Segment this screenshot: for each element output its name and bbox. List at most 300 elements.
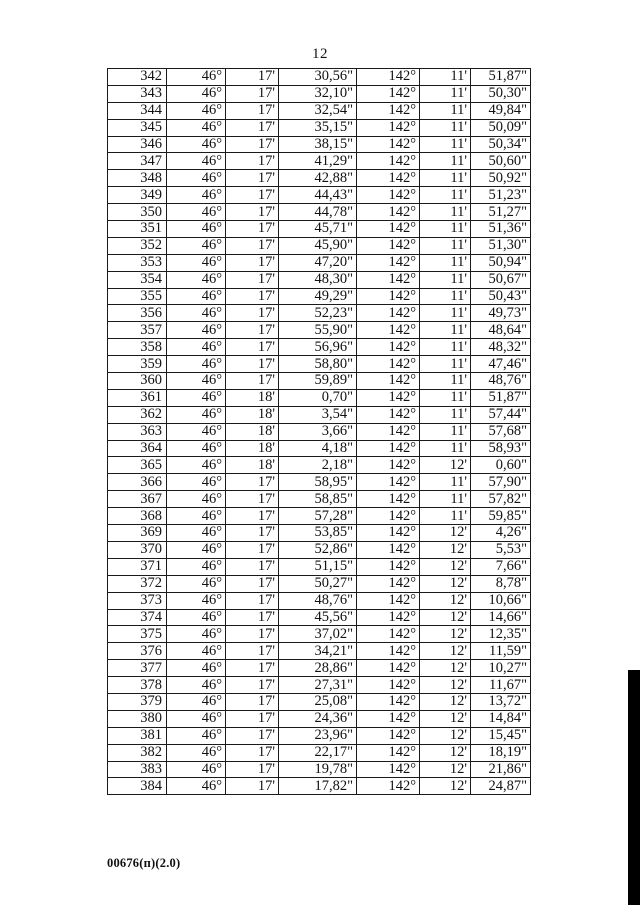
point-number-cell: 355 <box>108 288 167 305</box>
lon-minutes-cell: 11' <box>420 356 471 373</box>
lon-minutes-cell: 11' <box>420 85 471 102</box>
lat-degrees-cell: 46° <box>167 660 226 677</box>
lat-seconds-cell: 17,82" <box>279 778 357 795</box>
lat-seconds-cell: 2,18" <box>279 457 357 474</box>
point-number-cell: 350 <box>108 204 167 221</box>
table-row <box>108 558 531 575</box>
table-row <box>108 204 531 221</box>
lat-seconds-cell: 38,15" <box>279 136 357 153</box>
lon-degrees-cell: 142° <box>357 592 420 609</box>
lon-seconds-cell: 14,66" <box>471 609 531 626</box>
table-row <box>108 69 531 86</box>
point-number-cell: 367 <box>108 491 167 508</box>
point-number-cell: 359 <box>108 356 167 373</box>
lon-degrees-cell: 142° <box>357 119 420 136</box>
lon-degrees-cell: 142° <box>357 373 420 390</box>
point-number-cell: 360 <box>108 373 167 390</box>
lon-minutes-cell: 11' <box>420 153 471 170</box>
lat-degrees-cell: 46° <box>167 710 226 727</box>
lon-degrees-cell: 142° <box>357 271 420 288</box>
lat-degrees-cell: 46° <box>167 305 226 322</box>
lat-minutes-cell: 18' <box>226 440 279 457</box>
lon-seconds-cell: 51,87" <box>471 69 531 86</box>
lat-minutes-cell: 17' <box>226 575 279 592</box>
lon-degrees-cell: 142° <box>357 406 420 423</box>
lat-seconds-cell: 53,85" <box>279 525 357 542</box>
lon-minutes-cell: 11' <box>420 187 471 204</box>
lat-minutes-cell: 17' <box>226 221 279 238</box>
point-number-cell: 373 <box>108 592 167 609</box>
lon-degrees-cell: 142° <box>357 643 420 660</box>
table-row <box>108 440 531 457</box>
lat-degrees-cell: 46° <box>167 778 226 795</box>
table-row <box>108 119 531 136</box>
lon-seconds-cell: 51,87" <box>471 389 531 406</box>
lon-minutes-cell: 11' <box>420 508 471 525</box>
lon-seconds-cell: 0,60" <box>471 457 531 474</box>
point-number-cell: 369 <box>108 525 167 542</box>
lat-minutes-cell: 17' <box>226 677 279 694</box>
lat-degrees-cell: 46° <box>167 508 226 525</box>
point-number-cell: 348 <box>108 170 167 187</box>
table-row <box>108 102 531 119</box>
table-row <box>108 643 531 660</box>
lon-minutes-cell: 11' <box>420 339 471 356</box>
lon-seconds-cell: 51,27" <box>471 204 531 221</box>
lon-minutes-cell: 12' <box>420 592 471 609</box>
lon-minutes-cell: 12' <box>420 660 471 677</box>
lat-minutes-cell: 18' <box>226 406 279 423</box>
table-row <box>108 693 531 710</box>
lat-degrees-cell: 46° <box>167 626 226 643</box>
lon-degrees-cell: 142° <box>357 541 420 558</box>
lon-degrees-cell: 142° <box>357 423 420 440</box>
lon-seconds-cell: 15,45" <box>471 727 531 744</box>
lat-seconds-cell: 58,80" <box>279 356 357 373</box>
point-number-cell: 383 <box>108 761 167 778</box>
lon-degrees-cell: 142° <box>357 69 420 86</box>
lon-minutes-cell: 11' <box>420 305 471 322</box>
lon-seconds-cell: 11,67" <box>471 677 531 694</box>
table-row <box>108 727 531 744</box>
lon-degrees-cell: 142° <box>357 237 420 254</box>
lon-minutes-cell: 12' <box>420 457 471 474</box>
lat-degrees-cell: 46° <box>167 356 226 373</box>
lon-seconds-cell: 58,93" <box>471 440 531 457</box>
table-row <box>108 626 531 643</box>
point-number-cell: 343 <box>108 85 167 102</box>
lon-minutes-cell: 11' <box>420 288 471 305</box>
point-number-cell: 365 <box>108 457 167 474</box>
lon-minutes-cell: 12' <box>420 710 471 727</box>
point-number-cell: 375 <box>108 626 167 643</box>
lat-degrees-cell: 46° <box>167 558 226 575</box>
point-number-cell: 352 <box>108 237 167 254</box>
point-number-cell: 351 <box>108 221 167 238</box>
lat-minutes-cell: 17' <box>226 187 279 204</box>
lon-seconds-cell: 51,36" <box>471 221 531 238</box>
point-number-cell: 363 <box>108 423 167 440</box>
lat-degrees-cell: 46° <box>167 440 226 457</box>
lon-seconds-cell: 48,64" <box>471 322 531 339</box>
lat-minutes-cell: 17' <box>226 643 279 660</box>
lon-degrees-cell: 142° <box>357 575 420 592</box>
lat-seconds-cell: 28,86" <box>279 660 357 677</box>
table-row <box>108 525 531 542</box>
lon-degrees-cell: 142° <box>357 626 420 643</box>
lon-degrees-cell: 142° <box>357 136 420 153</box>
lon-minutes-cell: 11' <box>420 271 471 288</box>
table-row <box>108 373 531 390</box>
lon-seconds-cell: 50,94" <box>471 254 531 271</box>
lat-seconds-cell: 25,08" <box>279 693 357 710</box>
lat-seconds-cell: 55,90" <box>279 322 357 339</box>
lat-minutes-cell: 17' <box>226 710 279 727</box>
table-row <box>108 389 531 406</box>
lon-degrees-cell: 142° <box>357 221 420 238</box>
lat-seconds-cell: 34,21" <box>279 643 357 660</box>
lon-seconds-cell: 57,44" <box>471 406 531 423</box>
table-row <box>108 356 531 373</box>
lat-minutes-cell: 18' <box>226 423 279 440</box>
lon-seconds-cell: 47,46" <box>471 356 531 373</box>
point-number-cell: 364 <box>108 440 167 457</box>
lon-seconds-cell: 5,53" <box>471 541 531 558</box>
point-number-cell: 344 <box>108 102 167 119</box>
table-row <box>108 221 531 238</box>
lat-seconds-cell: 44,43" <box>279 187 357 204</box>
lat-degrees-cell: 46° <box>167 423 226 440</box>
table-row <box>108 288 531 305</box>
lat-minutes-cell: 17' <box>226 525 279 542</box>
point-number-cell: 374 <box>108 609 167 626</box>
lon-degrees-cell: 142° <box>357 322 420 339</box>
lon-minutes-cell: 12' <box>420 525 471 542</box>
lon-seconds-cell: 50,60" <box>471 153 531 170</box>
lon-degrees-cell: 142° <box>357 508 420 525</box>
lat-seconds-cell: 41,29" <box>279 153 357 170</box>
table-row <box>108 305 531 322</box>
lat-seconds-cell: 48,76" <box>279 592 357 609</box>
lon-minutes-cell: 12' <box>420 693 471 710</box>
lon-minutes-cell: 11' <box>420 69 471 86</box>
lat-degrees-cell: 46° <box>167 288 226 305</box>
lon-degrees-cell: 142° <box>357 761 420 778</box>
lat-degrees-cell: 46° <box>167 102 226 119</box>
lat-seconds-cell: 45,90" <box>279 237 357 254</box>
lon-minutes-cell: 12' <box>420 609 471 626</box>
lon-seconds-cell: 12,35" <box>471 626 531 643</box>
lat-seconds-cell: 57,28" <box>279 508 357 525</box>
lon-seconds-cell: 48,32" <box>471 339 531 356</box>
lat-seconds-cell: 3,54" <box>279 406 357 423</box>
lat-seconds-cell: 59,89" <box>279 373 357 390</box>
lat-minutes-cell: 17' <box>226 761 279 778</box>
table-row <box>108 541 531 558</box>
lat-minutes-cell: 17' <box>226 339 279 356</box>
lon-degrees-cell: 142° <box>357 558 420 575</box>
lat-degrees-cell: 46° <box>167 727 226 744</box>
lat-degrees-cell: 46° <box>167 373 226 390</box>
lon-minutes-cell: 11' <box>420 491 471 508</box>
lat-minutes-cell: 17' <box>226 102 279 119</box>
lon-minutes-cell: 11' <box>420 423 471 440</box>
point-number-cell: 379 <box>108 693 167 710</box>
lon-minutes-cell: 12' <box>420 761 471 778</box>
lat-degrees-cell: 46° <box>167 136 226 153</box>
point-number-cell: 354 <box>108 271 167 288</box>
table-row <box>108 660 531 677</box>
lat-degrees-cell: 46° <box>167 643 226 660</box>
lon-minutes-cell: 11' <box>420 373 471 390</box>
lat-seconds-cell: 24,36" <box>279 710 357 727</box>
lat-seconds-cell: 52,23" <box>279 305 357 322</box>
lat-minutes-cell: 17' <box>226 541 279 558</box>
table-row <box>108 271 531 288</box>
lat-minutes-cell: 17' <box>226 271 279 288</box>
table-row <box>108 761 531 778</box>
point-number-cell: 353 <box>108 254 167 271</box>
lon-minutes-cell: 11' <box>420 237 471 254</box>
lon-degrees-cell: 142° <box>357 187 420 204</box>
lat-degrees-cell: 46° <box>167 575 226 592</box>
lon-degrees-cell: 142° <box>357 389 420 406</box>
lon-minutes-cell: 11' <box>420 204 471 221</box>
lat-minutes-cell: 17' <box>226 660 279 677</box>
lon-minutes-cell: 11' <box>420 221 471 238</box>
lat-seconds-cell: 32,54" <box>279 102 357 119</box>
point-number-cell: 372 <box>108 575 167 592</box>
lat-degrees-cell: 46° <box>167 187 226 204</box>
point-number-cell: 368 <box>108 508 167 525</box>
lon-minutes-cell: 12' <box>420 727 471 744</box>
lat-seconds-cell: 58,95" <box>279 474 357 491</box>
lon-degrees-cell: 142° <box>357 170 420 187</box>
lat-seconds-cell: 22,17" <box>279 744 357 761</box>
lon-seconds-cell: 10,27" <box>471 660 531 677</box>
point-number-cell: 362 <box>108 406 167 423</box>
lat-seconds-cell: 0,70" <box>279 389 357 406</box>
lon-minutes-cell: 11' <box>420 136 471 153</box>
lat-degrees-cell: 46° <box>167 389 226 406</box>
point-number-cell: 356 <box>108 305 167 322</box>
lon-seconds-cell: 50,67" <box>471 271 531 288</box>
lat-degrees-cell: 46° <box>167 221 226 238</box>
lon-degrees-cell: 142° <box>357 744 420 761</box>
lat-degrees-cell: 46° <box>167 85 226 102</box>
lat-seconds-cell: 27,31" <box>279 677 357 694</box>
lat-seconds-cell: 45,56" <box>279 609 357 626</box>
lat-minutes-cell: 17' <box>226 85 279 102</box>
lat-degrees-cell: 46° <box>167 693 226 710</box>
lat-minutes-cell: 17' <box>226 254 279 271</box>
lat-minutes-cell: 17' <box>226 170 279 187</box>
lon-minutes-cell: 12' <box>420 778 471 795</box>
point-number-cell: 342 <box>108 69 167 86</box>
lat-seconds-cell: 44,78" <box>279 204 357 221</box>
lon-degrees-cell: 142° <box>357 778 420 795</box>
table-row <box>108 474 531 491</box>
lat-seconds-cell: 3,66" <box>279 423 357 440</box>
lat-degrees-cell: 46° <box>167 474 226 491</box>
lat-minutes-cell: 18' <box>226 389 279 406</box>
table-row <box>108 423 531 440</box>
coordinates-table <box>107 68 531 795</box>
lat-seconds-cell: 52,86" <box>279 541 357 558</box>
table-row <box>108 609 531 626</box>
lat-degrees-cell: 46° <box>167 609 226 626</box>
coordinates-table-body <box>108 69 531 795</box>
lon-degrees-cell: 142° <box>357 609 420 626</box>
lon-minutes-cell: 12' <box>420 744 471 761</box>
table-row <box>108 153 531 170</box>
lon-minutes-cell: 12' <box>420 643 471 660</box>
table-row <box>108 170 531 187</box>
lon-seconds-cell: 50,30" <box>471 85 531 102</box>
point-number-cell: 382 <box>108 744 167 761</box>
lat-seconds-cell: 4,18" <box>279 440 357 457</box>
point-number-cell: 371 <box>108 558 167 575</box>
lat-seconds-cell: 45,71" <box>279 221 357 238</box>
lat-minutes-cell: 17' <box>226 558 279 575</box>
lon-seconds-cell: 51,30" <box>471 237 531 254</box>
point-number-cell: 376 <box>108 643 167 660</box>
lat-degrees-cell: 46° <box>167 69 226 86</box>
lat-minutes-cell: 17' <box>226 322 279 339</box>
lat-seconds-cell: 51,15" <box>279 558 357 575</box>
lon-minutes-cell: 12' <box>420 541 471 558</box>
lon-degrees-cell: 142° <box>357 474 420 491</box>
table-row <box>108 85 531 102</box>
lon-seconds-cell: 50,43" <box>471 288 531 305</box>
lat-seconds-cell: 19,78" <box>279 761 357 778</box>
lat-degrees-cell: 46° <box>167 677 226 694</box>
lon-seconds-cell: 14,84" <box>471 710 531 727</box>
lat-seconds-cell: 32,10" <box>279 85 357 102</box>
lon-minutes-cell: 11' <box>420 170 471 187</box>
lon-seconds-cell: 49,73" <box>471 305 531 322</box>
lon-degrees-cell: 142° <box>357 254 420 271</box>
point-number-cell: 358 <box>108 339 167 356</box>
lat-minutes-cell: 17' <box>226 609 279 626</box>
lon-seconds-cell: 50,92" <box>471 170 531 187</box>
lon-degrees-cell: 142° <box>357 727 420 744</box>
lon-seconds-cell: 57,90" <box>471 474 531 491</box>
table-row <box>108 457 531 474</box>
table-row <box>108 406 531 423</box>
lon-minutes-cell: 11' <box>420 322 471 339</box>
lon-degrees-cell: 142° <box>357 660 420 677</box>
lat-minutes-cell: 17' <box>226 204 279 221</box>
lon-degrees-cell: 142° <box>357 204 420 221</box>
lon-minutes-cell: 12' <box>420 677 471 694</box>
lat-degrees-cell: 46° <box>167 592 226 609</box>
lon-seconds-cell: 24,87" <box>471 778 531 795</box>
lon-degrees-cell: 142° <box>357 457 420 474</box>
table-row <box>108 254 531 271</box>
lat-minutes-cell: 17' <box>226 693 279 710</box>
lat-degrees-cell: 46° <box>167 271 226 288</box>
lon-degrees-cell: 142° <box>357 491 420 508</box>
lon-seconds-cell: 49,84" <box>471 102 531 119</box>
lon-degrees-cell: 142° <box>357 677 420 694</box>
lon-seconds-cell: 13,72" <box>471 693 531 710</box>
lon-degrees-cell: 142° <box>357 356 420 373</box>
lat-degrees-cell: 46° <box>167 119 226 136</box>
lat-degrees-cell: 46° <box>167 491 226 508</box>
lat-minutes-cell: 17' <box>226 778 279 795</box>
lat-degrees-cell: 46° <box>167 406 226 423</box>
lon-seconds-cell: 7,66" <box>471 558 531 575</box>
lat-degrees-cell: 46° <box>167 237 226 254</box>
table-row <box>108 237 531 254</box>
lat-seconds-cell: 50,27" <box>279 575 357 592</box>
lon-seconds-cell: 18,19" <box>471 744 531 761</box>
table-row <box>108 710 531 727</box>
lat-seconds-cell: 47,20" <box>279 254 357 271</box>
lon-minutes-cell: 12' <box>420 575 471 592</box>
lon-seconds-cell: 57,68" <box>471 423 531 440</box>
lon-seconds-cell: 8,78" <box>471 575 531 592</box>
table-row <box>108 187 531 204</box>
point-number-cell: 381 <box>108 727 167 744</box>
lon-degrees-cell: 142° <box>357 305 420 322</box>
point-number-cell: 349 <box>108 187 167 204</box>
lat-seconds-cell: 58,85" <box>279 491 357 508</box>
lon-degrees-cell: 142° <box>357 440 420 457</box>
lat-minutes-cell: 17' <box>226 305 279 322</box>
lon-minutes-cell: 11' <box>420 102 471 119</box>
lat-degrees-cell: 46° <box>167 744 226 761</box>
lat-seconds-cell: 42,88" <box>279 170 357 187</box>
table-row <box>108 677 531 694</box>
lat-minutes-cell: 17' <box>226 744 279 761</box>
lat-degrees-cell: 46° <box>167 204 226 221</box>
lat-minutes-cell: 17' <box>226 508 279 525</box>
point-number-cell: 366 <box>108 474 167 491</box>
lon-degrees-cell: 142° <box>357 153 420 170</box>
lon-degrees-cell: 142° <box>357 288 420 305</box>
point-number-cell: 370 <box>108 541 167 558</box>
lat-minutes-cell: 17' <box>226 69 279 86</box>
point-number-cell: 346 <box>108 136 167 153</box>
lon-seconds-cell: 10,66" <box>471 592 531 609</box>
lon-degrees-cell: 142° <box>357 85 420 102</box>
lon-seconds-cell: 48,76" <box>471 373 531 390</box>
point-number-cell: 345 <box>108 119 167 136</box>
lon-minutes-cell: 12' <box>420 626 471 643</box>
point-number-cell: 347 <box>108 153 167 170</box>
lat-minutes-cell: 17' <box>226 153 279 170</box>
lon-degrees-cell: 142° <box>357 102 420 119</box>
table-row <box>108 592 531 609</box>
lon-minutes-cell: 11' <box>420 474 471 491</box>
point-number-cell: 378 <box>108 677 167 694</box>
lat-minutes-cell: 18' <box>226 457 279 474</box>
lat-minutes-cell: 17' <box>226 288 279 305</box>
point-number-cell: 361 <box>108 389 167 406</box>
lon-degrees-cell: 142° <box>357 339 420 356</box>
lat-minutes-cell: 17' <box>226 136 279 153</box>
lat-degrees-cell: 46° <box>167 339 226 356</box>
lat-seconds-cell: 49,29" <box>279 288 357 305</box>
table-row <box>108 491 531 508</box>
document-code: 00676(п)(2.0) <box>107 856 181 870</box>
lat-seconds-cell: 35,15" <box>279 119 357 136</box>
lat-seconds-cell: 48,30" <box>279 271 357 288</box>
lon-degrees-cell: 142° <box>357 710 420 727</box>
lon-minutes-cell: 11' <box>420 406 471 423</box>
